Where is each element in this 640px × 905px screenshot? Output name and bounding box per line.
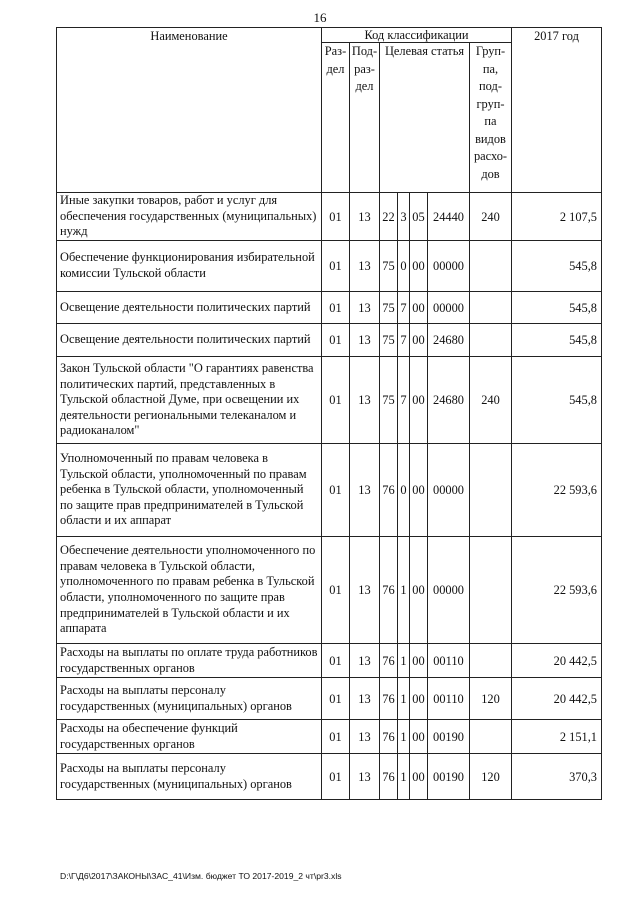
row-name: Расходы на обеспечение функций государственных органов [57, 720, 322, 754]
row-expense-group [470, 444, 512, 537]
row-expense-group: 240 [470, 357, 512, 444]
header-target-item: Целевая статья [380, 43, 470, 193]
row-target-code: 00110 [428, 644, 470, 678]
row-target-subprogram: 7 [398, 292, 410, 324]
row-expense-group: 120 [470, 754, 512, 800]
row-target-code: 24680 [428, 324, 470, 357]
row-expense-group: 240 [470, 193, 512, 241]
budget-table [56, 27, 602, 800]
header-code-group: Код классификации [322, 28, 512, 43]
row-amount-2017: 545,8 [512, 357, 602, 444]
row-subsection: 13 [350, 357, 380, 444]
table-row [57, 324, 602, 357]
table-row [57, 754, 602, 800]
footer-file-path: D:\Г\Д6\2017\ЗАКОНЫ\ЗАС_41\Изм. бюджет ТО 2017-2019_2 чт\pr3.xls [60, 871, 342, 881]
row-amount-2017: 545,8 [512, 324, 602, 357]
row-subsection: 13 [350, 241, 380, 292]
row-target-subprogram: 1 [398, 644, 410, 678]
row-section: 01 [322, 644, 350, 678]
row-subsection: 13 [350, 678, 380, 720]
header-section: Раз- дел [322, 43, 350, 193]
row-target-direction: 00 [410, 720, 428, 754]
header-year: 2017 год [512, 28, 602, 193]
row-name: Расходы на выплаты персоналу государственных (муниципальных) органов [57, 754, 322, 800]
row-target-program: 76 [380, 678, 398, 720]
row-target-program: 76 [380, 720, 398, 754]
row-subsection: 13 [350, 444, 380, 537]
table-row [57, 644, 602, 678]
row-name: Уполномоченный по правам человека в Тульской области, уполномоченный по правам ребенка в Тульской области, уполномоченный по защите прав предпринимателей в Тульской области и их аппарат [57, 444, 322, 537]
row-expense-group [470, 644, 512, 678]
row-amount-2017: 20 442,5 [512, 644, 602, 678]
table-row [57, 444, 602, 537]
table-header [57, 28, 602, 193]
row-target-code: 00190 [428, 754, 470, 800]
row-subsection: 13 [350, 644, 380, 678]
row-target-direction: 00 [410, 537, 428, 644]
row-amount-2017: 545,8 [512, 241, 602, 292]
row-target-code: 00000 [428, 292, 470, 324]
row-target-code: 24440 [428, 193, 470, 241]
row-section: 01 [322, 357, 350, 444]
table-row [57, 357, 602, 444]
row-target-direction: 00 [410, 357, 428, 444]
row-target-code: 00190 [428, 720, 470, 754]
row-amount-2017: 20 442,5 [512, 678, 602, 720]
row-target-program: 76 [380, 444, 398, 537]
row-target-direction: 00 [410, 754, 428, 800]
header-name: Наименование [57, 28, 322, 193]
row-target-subprogram: 7 [398, 357, 410, 444]
row-name: Расходы на выплаты персоналу государственных (муниципальных) органов [57, 678, 322, 720]
row-section: 01 [322, 754, 350, 800]
row-target-direction: 00 [410, 644, 428, 678]
row-target-program: 76 [380, 754, 398, 800]
table-row [57, 678, 602, 720]
row-section: 01 [322, 720, 350, 754]
table-row [57, 537, 602, 644]
row-target-direction: 00 [410, 324, 428, 357]
row-name: Обеспечение деятельности уполномоченного по правам человека в Тульской области, уполномоченного по правам ребенка в Тульской области, уполномоченного по защите прав предпринимателей в Тульской области и их аппарата [57, 537, 322, 644]
row-target-code: 00000 [428, 537, 470, 644]
row-expense-group: 120 [470, 678, 512, 720]
row-target-subprogram: 1 [398, 537, 410, 644]
row-subsection: 13 [350, 292, 380, 324]
row-name: Освещение деятельности политических партий [57, 292, 322, 324]
row-expense-group [470, 292, 512, 324]
row-target-direction: 05 [410, 193, 428, 241]
row-target-subprogram: 1 [398, 678, 410, 720]
row-target-program: 75 [380, 324, 398, 357]
row-subsection: 13 [350, 193, 380, 241]
row-target-subprogram: 0 [398, 444, 410, 537]
row-target-code: 00000 [428, 444, 470, 537]
row-expense-group [470, 720, 512, 754]
row-amount-2017: 2 151,1 [512, 720, 602, 754]
row-subsection: 13 [350, 324, 380, 357]
header-subsection: Под- раз- дел [350, 43, 380, 193]
row-subsection: 13 [350, 720, 380, 754]
row-target-program: 75 [380, 241, 398, 292]
row-amount-2017: 22 593,6 [512, 444, 602, 537]
table-row [57, 720, 602, 754]
row-section: 01 [322, 241, 350, 292]
row-target-program: 75 [380, 292, 398, 324]
table-row [57, 193, 602, 241]
row-target-code: 00000 [428, 241, 470, 292]
page-number: 16 [313, 10, 327, 25]
row-target-program: 76 [380, 537, 398, 644]
row-target-direction: 00 [410, 241, 428, 292]
table-row [57, 241, 602, 292]
row-target-subprogram: 0 [398, 241, 410, 292]
row-target-direction: 00 [410, 444, 428, 537]
row-name: Обеспечение функционирования избирательной комиссии Тульской области [57, 241, 322, 292]
row-section: 01 [322, 444, 350, 537]
row-amount-2017: 2 107,5 [512, 193, 602, 241]
table-body [57, 193, 602, 800]
row-section: 01 [322, 292, 350, 324]
row-target-direction: 00 [410, 292, 428, 324]
row-target-subprogram: 1 [398, 720, 410, 754]
row-expense-group [470, 241, 512, 292]
table-row [57, 292, 602, 324]
row-name: Освещение деятельности политических партий [57, 324, 322, 357]
row-target-direction: 00 [410, 678, 428, 720]
header-expense-group: Груп- па, под- груп- па видов расхо- дов [470, 43, 512, 193]
row-target-code: 00110 [428, 678, 470, 720]
row-target-program: 76 [380, 644, 398, 678]
row-name: Расходы на выплаты по оплате труда работников государственных органов [57, 644, 322, 678]
row-target-code: 24680 [428, 357, 470, 444]
row-amount-2017: 22 593,6 [512, 537, 602, 644]
row-name: Закон Тульской области "О гарантиях равенства политических партий, представленных в Тульской областной Думе, при освещении их деятельности региональными телеканалом и радиоканалом" [57, 357, 322, 444]
row-expense-group [470, 537, 512, 644]
row-section: 01 [322, 678, 350, 720]
row-section: 01 [322, 537, 350, 644]
row-section: 01 [322, 193, 350, 241]
row-target-subprogram: 3 [398, 193, 410, 241]
row-expense-group [470, 324, 512, 357]
row-subsection: 13 [350, 754, 380, 800]
row-target-program: 22 [380, 193, 398, 241]
row-amount-2017: 545,8 [512, 292, 602, 324]
row-target-program: 75 [380, 357, 398, 444]
row-section: 01 [322, 324, 350, 357]
row-target-subprogram: 7 [398, 324, 410, 357]
row-amount-2017: 370,3 [512, 754, 602, 800]
row-name: Иные закупки товаров, работ и услуг для обеспечения государственных (муниципальных) нужд [57, 193, 322, 241]
row-target-subprogram: 1 [398, 754, 410, 800]
row-subsection: 13 [350, 537, 380, 644]
